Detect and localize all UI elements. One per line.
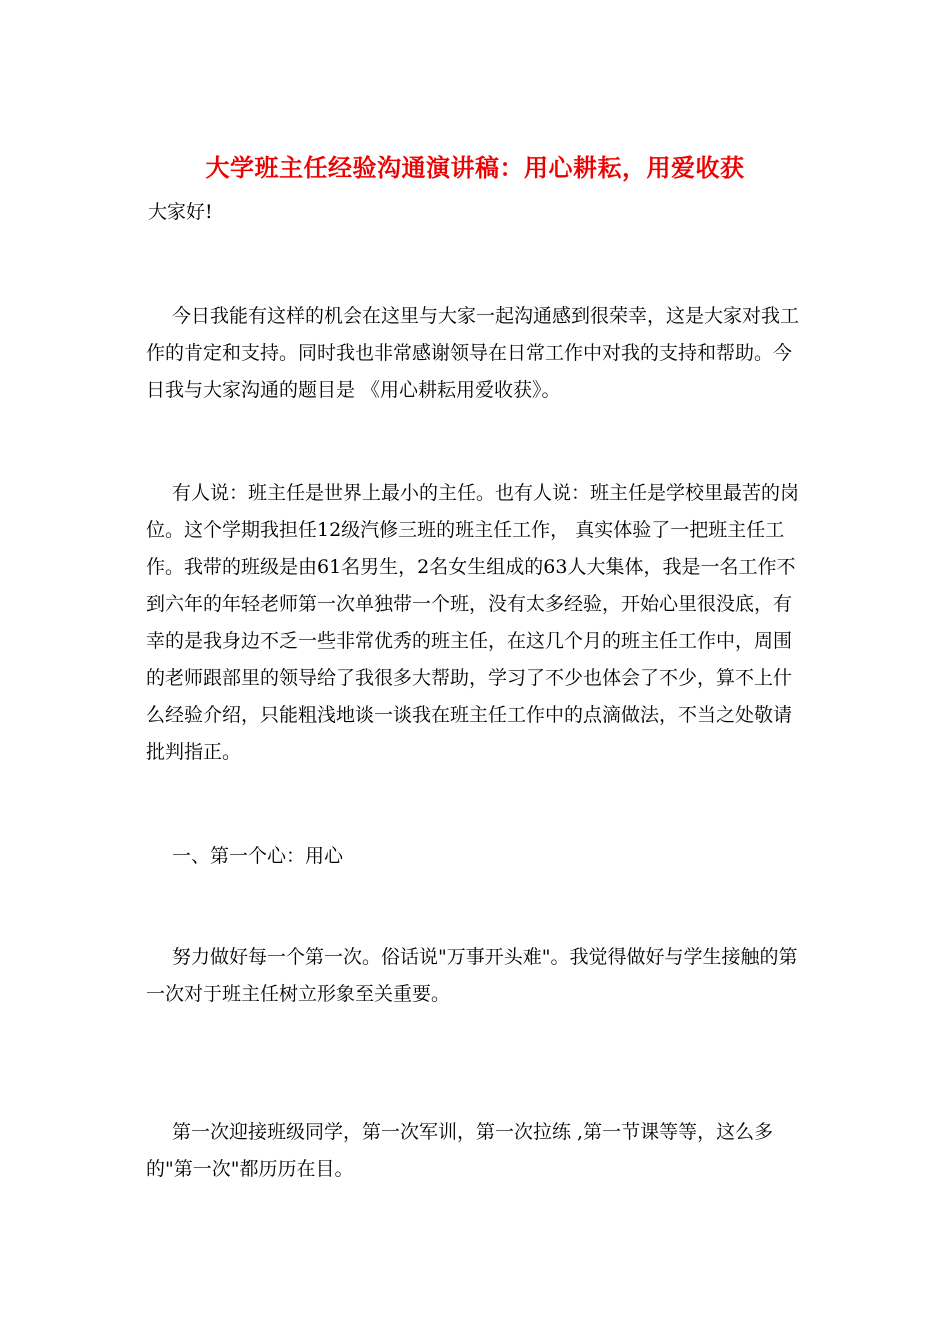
paragraph-examples: [146, 1114, 810, 1188]
paragraph-line: 位。这个学期我担任12级汽修三班的班主任工作， 真实体验了一把班主任工: [146, 519, 785, 541]
paragraph-first-time: [146, 939, 810, 1013]
paragraph-line: 的老师跟部里的领导给了我很多大帮助，学习了不少也体会了不少，算不上什: [146, 667, 793, 689]
paragraph-line: 第一次迎接班级同学，第一次军训，第一次拉练 ,第一节课等等，这么多: [172, 1121, 774, 1143]
greeting-text: 大家好!: [148, 201, 213, 223]
paragraph-line: 的"第一次"都历历在目。: [146, 1158, 354, 1180]
document-title: 大学班主任经验沟通演讲稿：用心耕耘，用爱收获: [205, 153, 745, 182]
paragraph-background: [146, 475, 810, 771]
paragraph-line: 有人说：班主任是世界上最小的主任。也有人说：班主任是学校里最苦的岗: [172, 482, 800, 504]
paragraph-line: 幸的是我身边不乏一些非常优秀的班主任，在这几个月的班主任工作中，周围: [146, 630, 793, 652]
paragraph-line: 一次对于班主任树立形象至关重要。: [146, 983, 451, 1005]
paragraph-line: 么经验介绍，只能粗浅地谈一谈我在班主任工作中的点滴做法，不当之处敬请: [146, 704, 793, 726]
paragraph-intro: [146, 298, 810, 409]
section-heading-text: 一、第一个心：用心: [172, 845, 344, 867]
paragraph-line: 今日我能有这样的机会在这里与大家一起沟通感到很荣幸，这是大家对我工: [172, 305, 800, 327]
section-heading: [146, 838, 810, 875]
paragraph-line: 到六年的年轻老师第一次单独带一个班，没有太多经验，开始心里很没底，有: [146, 593, 793, 615]
paragraph-line: 日我与大家沟通的题目是 《用心耕耘用爱收获》。: [146, 379, 561, 401]
paragraph-line: 批判指正。: [146, 741, 242, 763]
paragraph-line: 作。我带的班级是由61名男生，2名女生组成的63人大集体，我是一名工作不: [146, 556, 796, 578]
paragraph-line: 作的肯定和支持。同时我也非常感谢领导在日常工作中对我的支持和帮助。今: [146, 342, 793, 364]
paragraph-line: 努力做好每一个第一次。俗话说"万事开头难"。我觉得做好与学生接触的第: [172, 946, 798, 968]
